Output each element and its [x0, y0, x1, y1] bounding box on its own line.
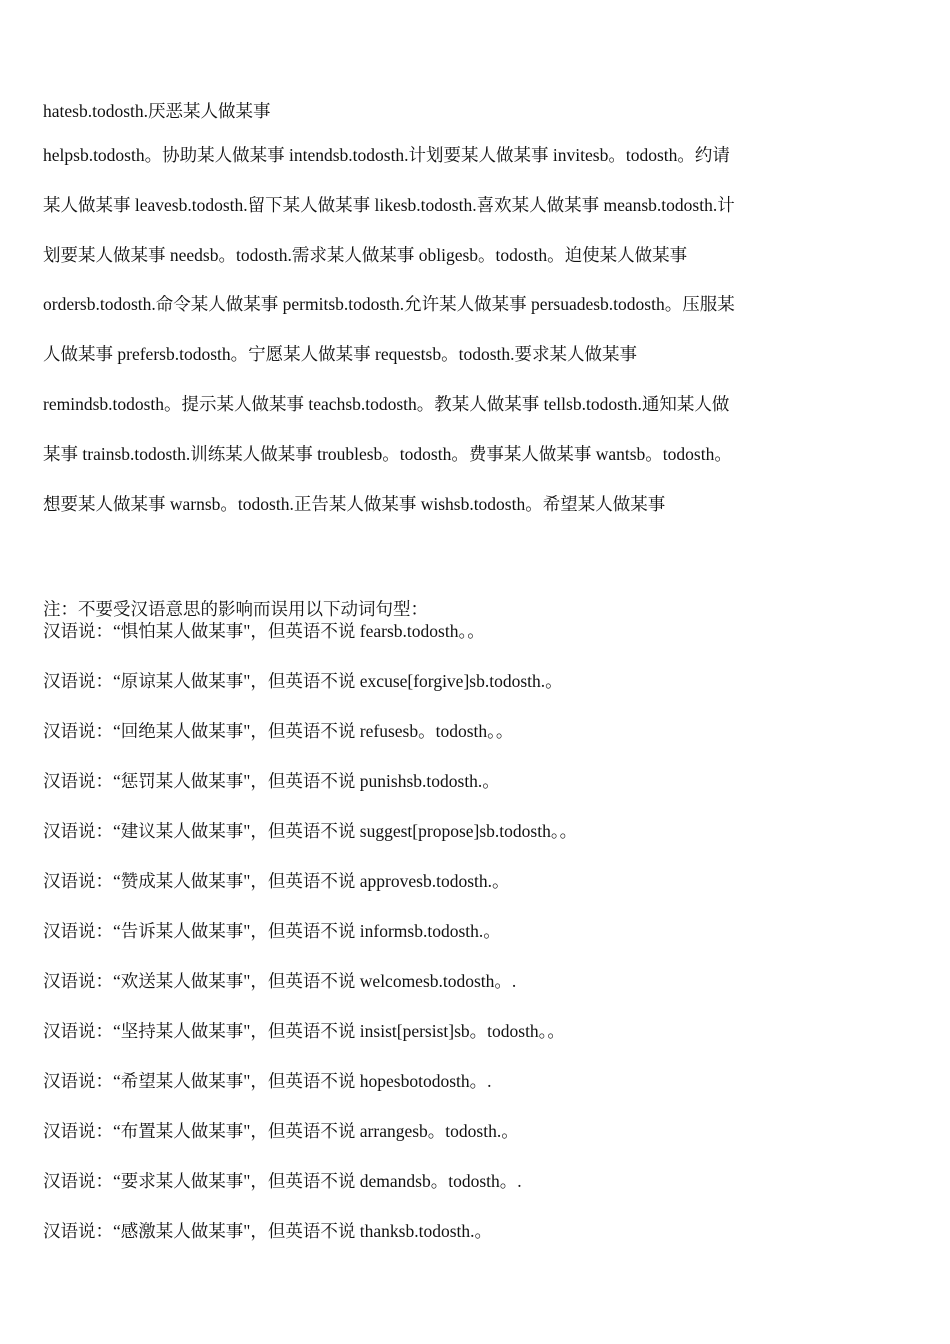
note-line: 汉语说：“坚持某人做某事"，但英语不说 insist[persist]sb。todosth。。 [43, 1021, 565, 1041]
note-line: 汉语说：“原谅某人做某事"，但英语不说 excuse[forgive]sb.todosth.。 [43, 671, 563, 691]
note-line: 汉语说：“希望某人做某事"，但英语不说 hopesbotodosth。. [43, 1071, 492, 1091]
text-line: 划要某人做某事 needsb。todosth.需求某人做某事 obligesb。todosth。迫使某人做某事 [43, 245, 688, 265]
text-line: 人做某事 prefersb.todosth。宁愿某人做某事 requestsb。todosth.要求某人做某事 [43, 344, 637, 364]
text-line: remindsb.todosth。提示某人做某事 teachsb.todosth。教某人做某事 tellsb.todosth.通知某人做 [43, 394, 730, 414]
note-line: 汉语说：“惩罚某人做某事"，但英语不说 punishsb.todosth.。 [43, 771, 500, 791]
note-line: 汉语说：“告诉某人做某事"，但英语不说 informsb.todosth.。 [43, 921, 501, 941]
note-line: 汉语说：“回绝某人做某事"，但英语不说 refusesb。todosth。。 [43, 721, 514, 741]
note-line: 汉语说：“惧怕某人做某事"，但英语不说 fearsb.todosth。。 [43, 621, 485, 641]
text-line: 某事 trainsb.todosth.训练某人做某事 troublesb。todosth。费事某人做某事 wantsb。todosth。 [43, 444, 732, 464]
text-line: helpsb.todosth。协助某人做某事 intendsb.todosth.计划要某人做某事 invitesb。todosth。约请 [43, 145, 730, 165]
note-line: 汉语说：“要求某人做某事"，但英语不说 demandsb。todosth。. [43, 1171, 522, 1191]
text-line: 某人做某事 leavesb.todosth.留下某人做某事 likesb.todosth.喜欢某人做某事 meansb.todosth.计 [43, 195, 735, 215]
note-line: 汉语说：“赞成某人做某事"，但英语不说 approvesb.todosth.。 [43, 871, 510, 891]
note-line: 汉语说：“欢送某人做某事"，但英语不说 welcomesb.todosth。. [43, 971, 517, 991]
note-title: 注：不要受汉语意思的影响而误用以下动词句型： [43, 599, 428, 619]
text-line: hatesb.todosth.厌恶某人做某事 [43, 101, 271, 121]
text-line: 想要某人做某事 warnsb。todosth.正告某人做某事 wishsb.todosth。希望某人做某事 [43, 494, 666, 514]
note-line: 汉语说：“感激某人做某事"，但英语不说 thanksb.todosth.。 [43, 1221, 493, 1241]
note-line: 汉语说：“布置某人做某事"，但英语不说 arrangesb。todosth.。 [43, 1121, 519, 1141]
note-line: 汉语说：“建议某人做某事"，但英语不说 suggest[propose]sb.todosth。。 [43, 821, 578, 841]
text-line: ordersb.todosth.命令某人做某事 permitsb.todosth.允许某人做某事 persuadesb.todosth。压服某 [43, 294, 735, 314]
